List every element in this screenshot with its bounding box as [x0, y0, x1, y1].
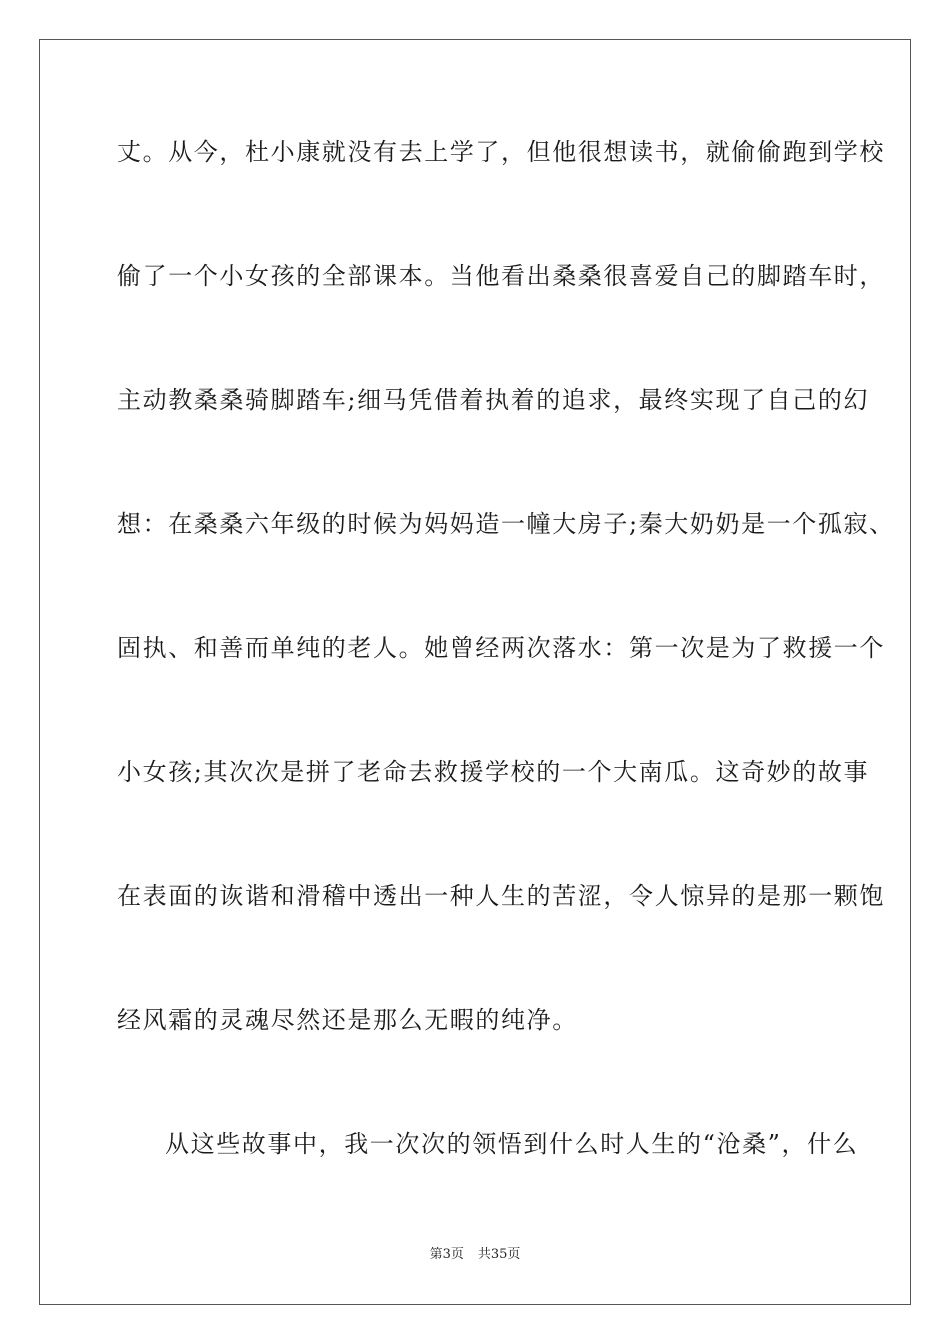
- page-footer: [0, 1246, 950, 1264]
- paragraph-line: 小女孩;其次次是拼了老命去救援学校的一个大南瓜。这奇妙的故事: [117, 758, 870, 786]
- paragraph-line: 固执、和善而单纯的老人。她曾经两次落水：第一次是为了救援一个: [117, 634, 885, 662]
- total-pages: 共35页: [477, 1247, 521, 1262]
- paragraph-line: 偷了一个小女孩的全部课本。当他看出桑桑很喜爱自己的脚踏车时，: [117, 262, 885, 290]
- paragraph-line: 经风霜的灵魂尽然还是那么无暇的纯净。: [117, 1006, 578, 1034]
- paragraph-line: 在表面的诙谐和滑稽中透出一种人生的苦涩，令人惊异的是那一颗饱: [117, 882, 885, 910]
- page-number: 第3页: [429, 1247, 464, 1262]
- paragraph-line: 主动教桑桑骑脚踏车;细马凭借着执着的追求，最终实现了自己的幻: [117, 386, 870, 414]
- paragraph-line: 丈。从今，杜小康就没有去上学了，但他很想读书，就偷偷跑到学校: [117, 138, 885, 166]
- page-frame: [39, 39, 911, 1305]
- paragraph-line-indented: 从这些故事中，我一次次的领悟到什么时人生的“沧桑”，什么: [165, 1130, 859, 1158]
- paragraph-line: 想：在桑桑六年级的时候为妈妈造一幢大房子;秦大奶奶是一个孤寂、: [117, 510, 895, 538]
